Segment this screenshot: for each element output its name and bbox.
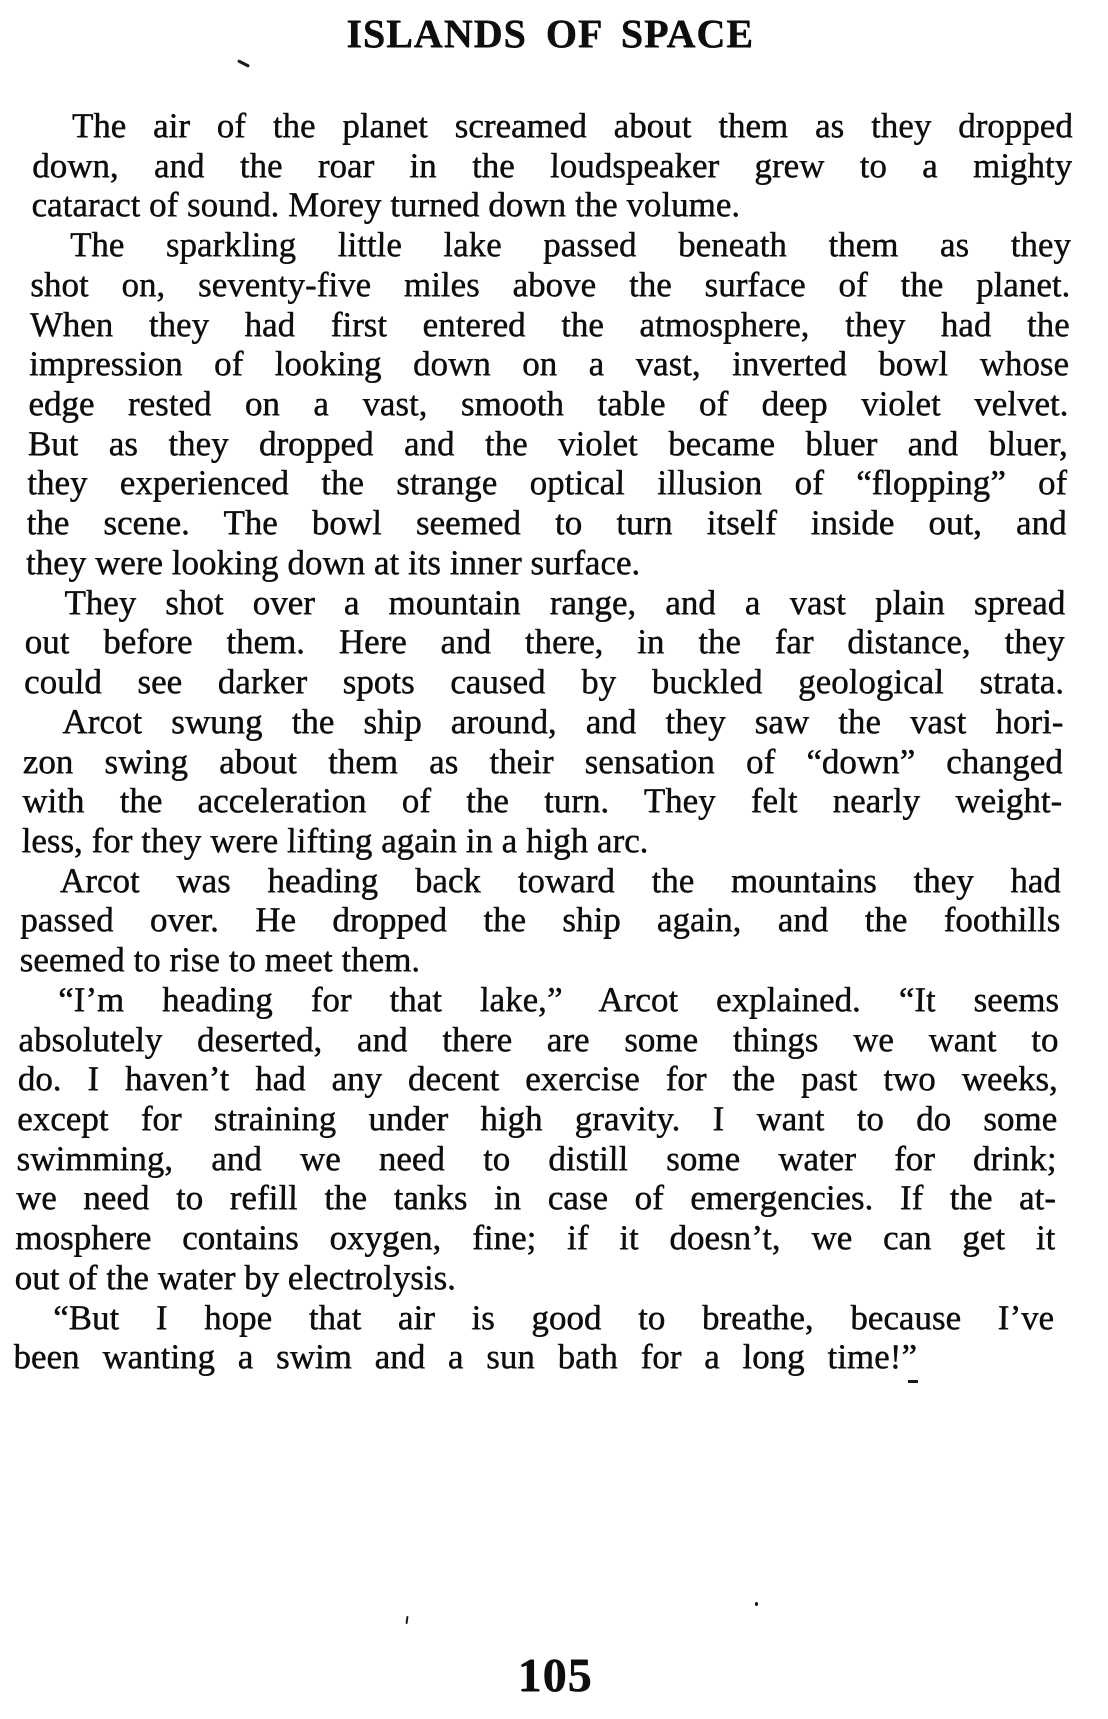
paragraph bbox=[14, 980, 1059, 1298]
ink-speck bbox=[237, 59, 250, 68]
text-line: edge rested on a vast, smooth table of deep violet velvet. bbox=[28, 384, 1069, 424]
text-line: swimming, and we need to distill some water for drink; bbox=[16, 1138, 1057, 1178]
text-line: cataract of sound. Morey turned down the volume. bbox=[31, 185, 741, 225]
text-line: Arcot was heading back toward the mountains they had bbox=[59, 860, 1062, 900]
text-line: When they had first entered the atmosphere, they had the bbox=[29, 304, 1070, 344]
text-line: less, for they were lifting again in a high arc. bbox=[21, 820, 649, 860]
ink-speck bbox=[908, 1380, 918, 1383]
body-text bbox=[13, 106, 1073, 1377]
paragraph bbox=[21, 702, 1063, 861]
page-number: 105 bbox=[517, 1649, 593, 1702]
text-line: they experienced the strange optical illusion of “flopping” of bbox=[26, 463, 1068, 503]
ink-speck bbox=[405, 1616, 408, 1624]
paragraph bbox=[13, 1298, 1054, 1377]
text-line: do. I haven’t had any decent exercise for the past two weeks, bbox=[17, 1059, 1059, 1099]
text-line: shot on, seventy-five miles above the surface of the planet. bbox=[29, 264, 1071, 304]
text-line: could see darker spots caused by buckled geological strata. bbox=[23, 662, 1065, 702]
text-line: impression of looking down on a vast, inverted bowl whose bbox=[28, 344, 1070, 384]
text-line: seemed to rise to meet them. bbox=[19, 940, 421, 980]
paragraph bbox=[24, 583, 1066, 702]
text-line: we need to refill the tanks in case of emergencies. If the at- bbox=[15, 1178, 1057, 1218]
text-line: the scene. The bowl seemed to turn itself inside out, and bbox=[26, 503, 1067, 543]
text-line: out of the water by electrolysis. bbox=[14, 1257, 457, 1297]
paragraph bbox=[19, 861, 1061, 980]
text-line: passed over. He dropped the ship again, and the foothills bbox=[19, 900, 1061, 940]
text-line: mosphere contains oxygen, fine; if it doesn’t, we can get it bbox=[14, 1218, 1056, 1258]
text-line: with the acceleration of the turn. They felt nearly weight- bbox=[21, 781, 1063, 821]
text-line: absolutely deserted, and there are some things we want to bbox=[18, 1019, 1059, 1059]
text-line: been wanting a swim and a sun bath for a long time!” bbox=[13, 1337, 918, 1377]
text-line: The sparkling little lake passed beneath them as they bbox=[69, 225, 1072, 265]
text-line: except for straining under high gravity. I want to do some bbox=[16, 1098, 1058, 1138]
text-line: They shot over a mountain range, and a vast plain spread bbox=[63, 582, 1066, 622]
paragraph bbox=[31, 106, 1073, 225]
page-header-title: ISLANDS OF SPACE bbox=[346, 11, 754, 56]
ink-speck bbox=[755, 1602, 758, 1606]
text-line: But as they dropped and the violet became bluer and bluer, bbox=[27, 423, 1069, 463]
text-line: Arcot swung the ship around, and they saw the vast hori- bbox=[62, 701, 1064, 741]
text-line: they were looking down at its inner surface. bbox=[25, 542, 641, 582]
text-line: down, and the roar in the loudspeaker grew to a mighty bbox=[31, 145, 1073, 185]
text-line: out before them. Here and there, in the far distance, they bbox=[24, 622, 1065, 662]
text-line: zon swing about them as their sensation of “down” changed bbox=[22, 741, 1064, 781]
text-line: The air of the planet screamed about them as they dropped bbox=[71, 106, 1073, 145]
paragraph bbox=[26, 225, 1072, 582]
text-line: “But I hope that air is good to breathe, because I’ve bbox=[52, 1297, 1055, 1337]
text-line: “I’m heading for that lake,” Arcot explained. “It seems bbox=[57, 979, 1060, 1019]
